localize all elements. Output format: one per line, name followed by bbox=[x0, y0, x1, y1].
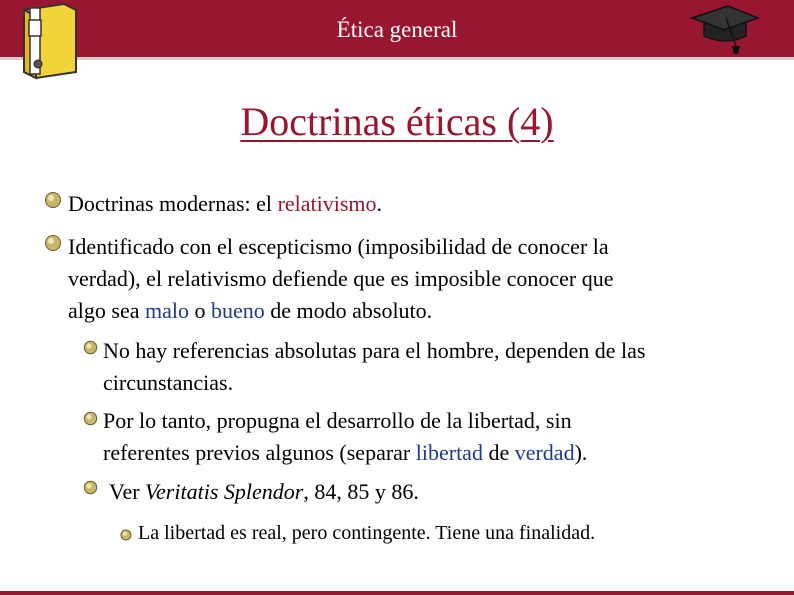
bullet-icon bbox=[83, 340, 98, 355]
binder-icon bbox=[18, 2, 84, 80]
bullet-1-text: Doctrinas modernas: el relativismo. bbox=[68, 191, 383, 216]
bullet-4-text: Por lo tanto, propugna el desarrollo de la libertad, sin referentes previos algunos (separar libertad de verdad). bbox=[103, 408, 588, 465]
bullet-icon bbox=[83, 411, 98, 426]
bullet-6-text: La libertad es real, pero contingente. Tiene una finalidad. bbox=[138, 522, 596, 544]
bullet-2-text: Identificado con el escepticismo (imposibilidad de conocer la verdad), el relativismo defiende que es imposible conocer que algo sea malo o bueno de modo absoluto. bbox=[68, 234, 614, 323]
bullet-icon bbox=[120, 529, 132, 541]
header-title: Ética general bbox=[336, 17, 458, 42]
graduation-cap-icon bbox=[690, 2, 760, 58]
header-divider bbox=[0, 57, 794, 60]
bullet-icon bbox=[83, 480, 98, 495]
footer-line bbox=[0, 591, 794, 595]
bullet-5-text: Ver Veritatis Splendor, 84, 85 y 86. bbox=[109, 479, 419, 504]
bullet-3-text: No hay referencias absolutas para el hombre, dependen de las circunstancias. bbox=[103, 338, 646, 395]
bullet-icon bbox=[44, 234, 62, 252]
slide-title: Doctrinas éticas (4) bbox=[240, 99, 554, 144]
bullet-icon bbox=[44, 191, 62, 209]
